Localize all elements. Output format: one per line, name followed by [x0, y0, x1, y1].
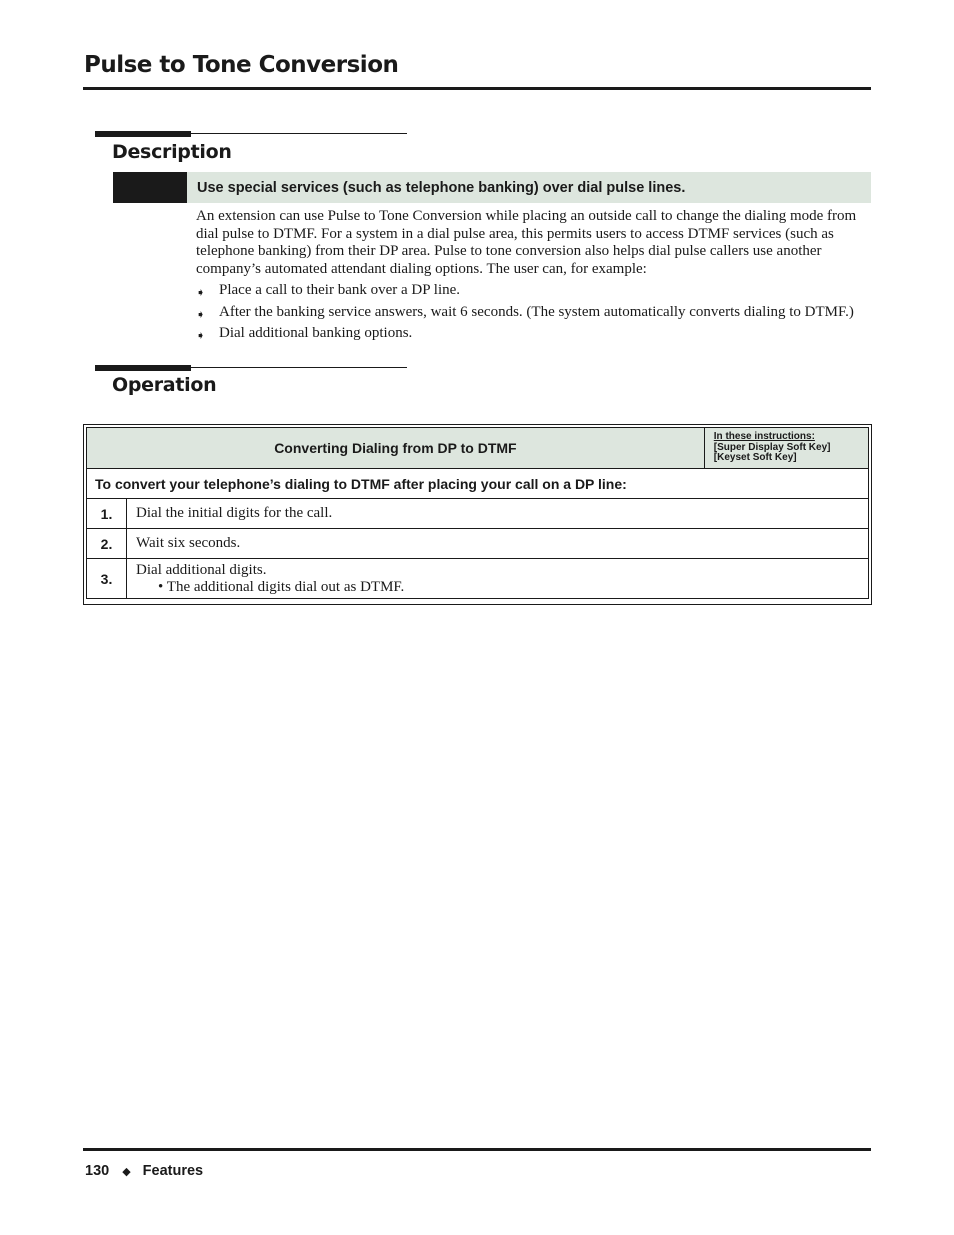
table-title: Converting Dialing from DP to DTMF [87, 428, 705, 469]
step-text: Dial the initial digits for the call. [127, 499, 869, 529]
step-number: 3. [87, 559, 127, 599]
list-item [196, 304, 886, 326]
legend-line: [Super Display Soft Key] [713, 441, 831, 453]
title-rule [83, 87, 871, 90]
list-item [196, 282, 886, 304]
arrow-bullet-icon: ➧ [196, 329, 206, 342]
operation-heading: Operation [112, 374, 217, 396]
table-header-row [87, 428, 869, 469]
legend-line: [Keyset Soft Key] [713, 452, 797, 464]
list-item [196, 325, 886, 347]
arrow-bullet-icon: ➧ [196, 307, 206, 321]
footer-section: Features [142, 1163, 204, 1179]
table-row [87, 529, 869, 559]
summary-text: Use special services (such as telephone banking) over dial pulse lines. [197, 179, 686, 196]
operation-table [83, 424, 872, 605]
arrow-bullet-icon: ➧ [196, 286, 206, 299]
footer-rule [83, 1148, 871, 1151]
instructions-legend [704, 428, 868, 469]
operation-rule-thin [191, 367, 407, 368]
step-sub-bullet: • The additional digits dial out as DTMF. [158, 578, 405, 595]
table-row [87, 559, 869, 599]
operation-table-grid [86, 427, 869, 599]
summary-bar [113, 172, 871, 203]
step-text: Dial additional digits. [136, 561, 267, 578]
legend-title: In these instructions: [713, 431, 815, 443]
description-heading: Description [112, 141, 232, 163]
table-intro-row [87, 469, 869, 499]
table-row [87, 499, 869, 529]
description-rule-thick [95, 131, 191, 137]
diamond-separator-icon: ◆ [122, 1165, 131, 1178]
step-number: 1. [87, 499, 127, 529]
step-cell [127, 559, 869, 599]
page-number: 130 [85, 1163, 110, 1179]
summary-marker [113, 172, 187, 203]
operation-rule-thick [95, 365, 191, 371]
page-title: Pulse to Tone Conversion [84, 52, 399, 78]
table-intro: To convert your telephone’s dialing to DTMF after placing your call on a DP line: [87, 469, 869, 499]
step-text: Wait six seconds. [127, 529, 869, 559]
description-body: An extension can use Pulse to Tone Conversion while placing an outside call to change the dialing mode from dial pulse to DTMF. For a system in a dial pulse area, this permits users to access DTMF services (such as telephone banking) from their DP area. Pulse to tone conversion also helps dial pulse callers use another company’s automated attendant dialing options. The user can, for example: [196, 208, 857, 277]
step-number: 2. [87, 529, 127, 559]
description-rule-thin [191, 133, 407, 134]
page-footer [85, 1163, 203, 1179]
list-item-text: Place a call to their bank over a DP line. [219, 282, 461, 298]
list-item-text: Dial additional banking options. [219, 325, 413, 341]
description-bullet-list [196, 282, 886, 347]
list-item-text: After the banking service answers, wait 6 seconds. (The system automatically converts dialing to DTMF.) [219, 303, 854, 320]
